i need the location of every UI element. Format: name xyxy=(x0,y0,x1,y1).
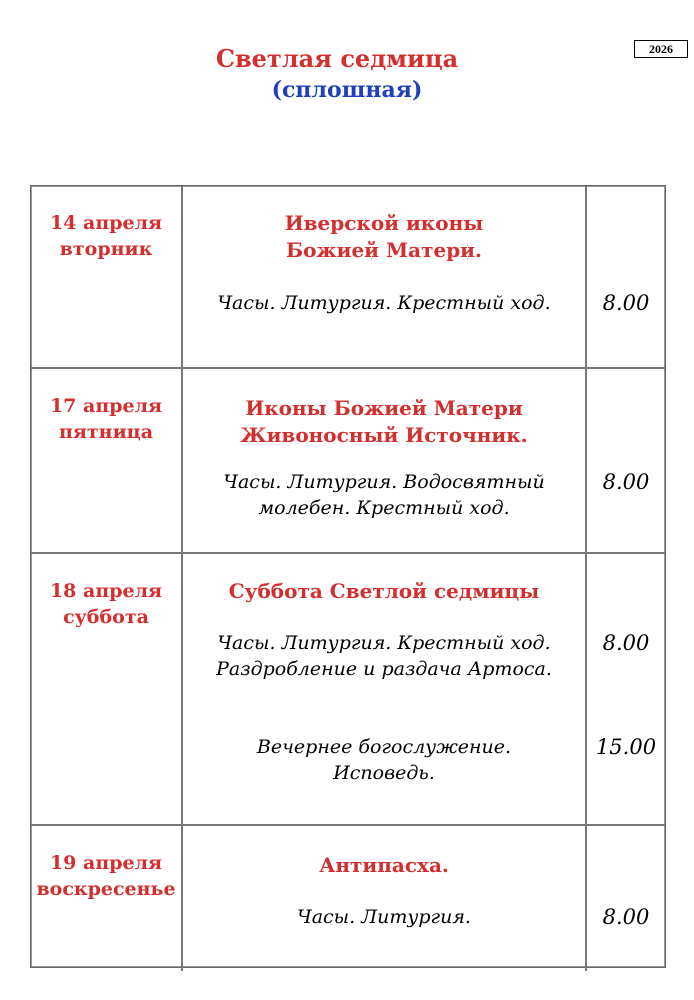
date-cell xyxy=(31,186,183,367)
service-time: 15.00 xyxy=(595,735,657,759)
date-cell xyxy=(31,826,183,971)
year-label: 2026 xyxy=(634,40,688,58)
feast-title: Суббота Светлой седмицы xyxy=(228,579,540,603)
service-time: 8.00 xyxy=(602,291,650,315)
feast-title: Иверской иконы Божией Матери. xyxy=(284,211,484,262)
schedule-table xyxy=(30,185,666,968)
page-title: Светлая седмица xyxy=(215,44,459,73)
time-cell xyxy=(587,186,665,367)
date-label: 18 апреля xyxy=(49,580,163,602)
schedule-row xyxy=(31,367,665,554)
time-cell xyxy=(587,826,665,971)
weekday-label: пятница xyxy=(58,421,154,443)
date-label: 17 апреля xyxy=(49,395,163,417)
time-cell xyxy=(587,554,665,826)
service-text: Часы. Литургия. Водосвятный молебен. Крестный ход. xyxy=(223,471,545,519)
date-label: 19 апреля xyxy=(49,852,163,874)
service-time: 8.00 xyxy=(602,631,650,655)
date-cell xyxy=(31,369,183,554)
service-text: Часы. Литургия. Крестный ход. xyxy=(217,292,551,314)
feast-title: Антипасха. xyxy=(319,853,449,877)
time-cell xyxy=(587,369,665,554)
feast-title: Иконы Божией Матери Живоносный Источник. xyxy=(240,396,528,447)
service-text: Часы. Литургия. xyxy=(297,906,471,928)
date-label: 14 апреля xyxy=(49,212,163,234)
schedule-row xyxy=(31,186,665,367)
service-time: 8.00 xyxy=(602,470,650,494)
schedule-row xyxy=(31,824,665,971)
service-cell xyxy=(183,186,587,367)
service-cell xyxy=(183,369,587,554)
service-cell xyxy=(183,826,587,971)
weekday-label: воскресенье xyxy=(36,878,176,900)
service-cell xyxy=(183,554,587,826)
service-time: 8.00 xyxy=(602,905,650,929)
service-text: Вечернее богослужение. Исповедь. xyxy=(256,736,512,784)
date-cell xyxy=(31,554,183,826)
page-subtitle: (сплошная) xyxy=(271,77,423,103)
schedule-row xyxy=(31,552,665,826)
weekday-label: вторник xyxy=(59,238,153,260)
weekday-label: суббота xyxy=(63,606,149,628)
service-text: Часы. Литургия. Крестный ход. Раздробление и раздача Артоса. xyxy=(216,632,552,680)
